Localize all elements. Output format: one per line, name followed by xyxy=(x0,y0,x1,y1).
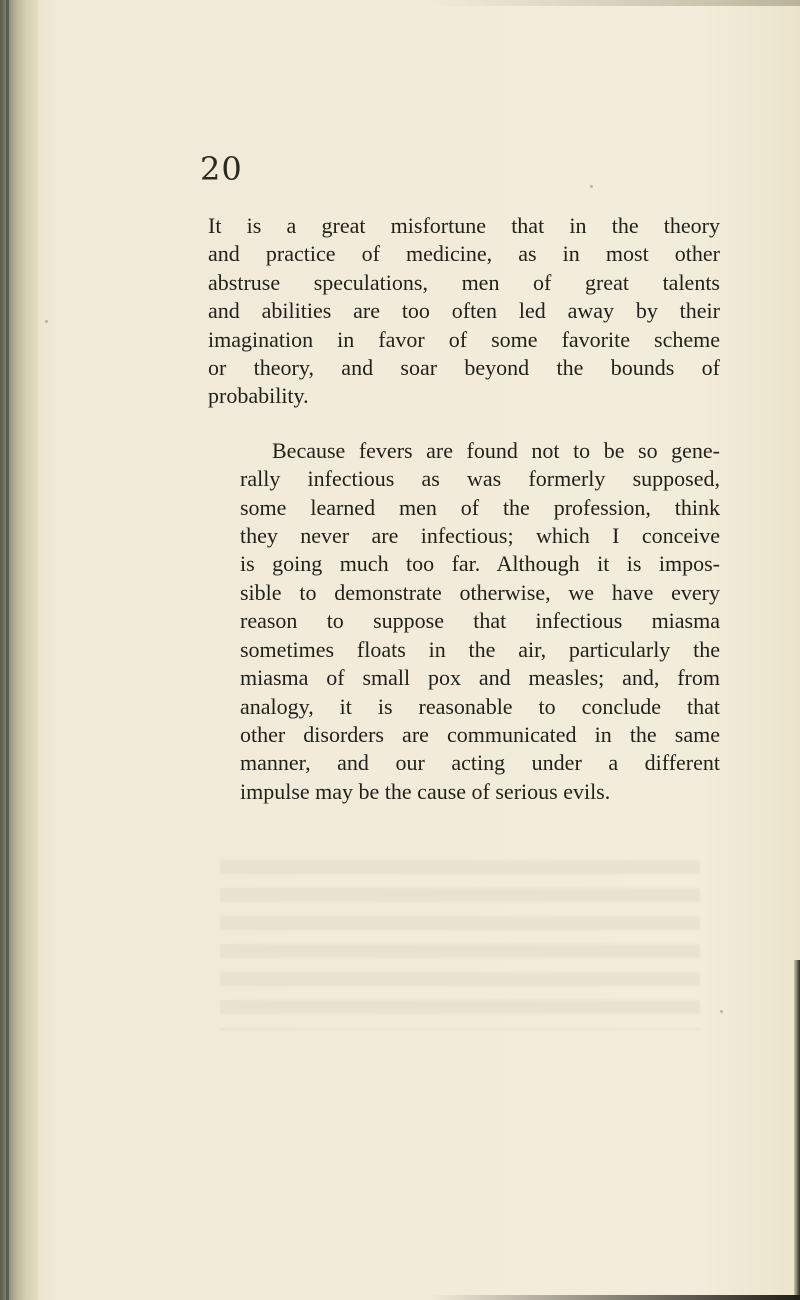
text-line: rally infectious as was formerly supposed, xyxy=(240,466,720,492)
text-line: sometimes floats in the air, particularly the xyxy=(240,636,720,662)
top-edge-shadow xyxy=(420,0,800,6)
text-line: they never are infectious; which I conceive xyxy=(240,523,720,549)
text-line: or theory, and soar beyond the bounds of xyxy=(208,355,720,381)
text-line: imagination in favor of some favorite scheme xyxy=(208,326,720,352)
binding-stripe xyxy=(6,0,9,1300)
paper-speck xyxy=(590,185,593,188)
text-line: sible to demonstrate otherwise, we have every xyxy=(240,579,720,605)
text-line: analogy, it is reasonable to conclude that xyxy=(240,693,720,719)
text-line: probability. xyxy=(208,383,309,409)
text-line: and practice of medicine, as in most other xyxy=(208,241,720,267)
text-line: other disorders are communicated in the same xyxy=(240,721,720,747)
text-line: Because fevers are found not to be so gene- xyxy=(272,437,720,463)
text-line: manner, and our acting under a different xyxy=(240,750,720,776)
ink-bleed-through xyxy=(220,860,700,1030)
paragraph-2 xyxy=(208,437,720,806)
text-line: reason to suppose that infectious miasma xyxy=(240,608,720,634)
text-line: It is a great misfortune that in the theory xyxy=(208,213,720,238)
text-line: miasma of small pox and measles; and, from xyxy=(240,665,720,691)
right-page-edge xyxy=(794,960,800,1300)
text-line: and abilities are too often led away by their xyxy=(208,298,720,324)
body-text xyxy=(208,212,720,806)
text-line: is going much too far. Although it is impos- xyxy=(240,551,720,577)
page-number: 20 xyxy=(200,150,243,188)
paper-speck xyxy=(720,1010,723,1013)
paper-speck xyxy=(45,320,48,323)
text-line: some learned men of the profession, think xyxy=(240,494,720,520)
paragraph-1 xyxy=(208,212,720,411)
book-binding-edge xyxy=(0,0,38,1300)
text-line: abstruse speculations, men of great talents xyxy=(208,269,720,295)
text-line: impulse may be the cause of serious evils. xyxy=(240,778,611,804)
bottom-page-edge xyxy=(430,1295,800,1300)
